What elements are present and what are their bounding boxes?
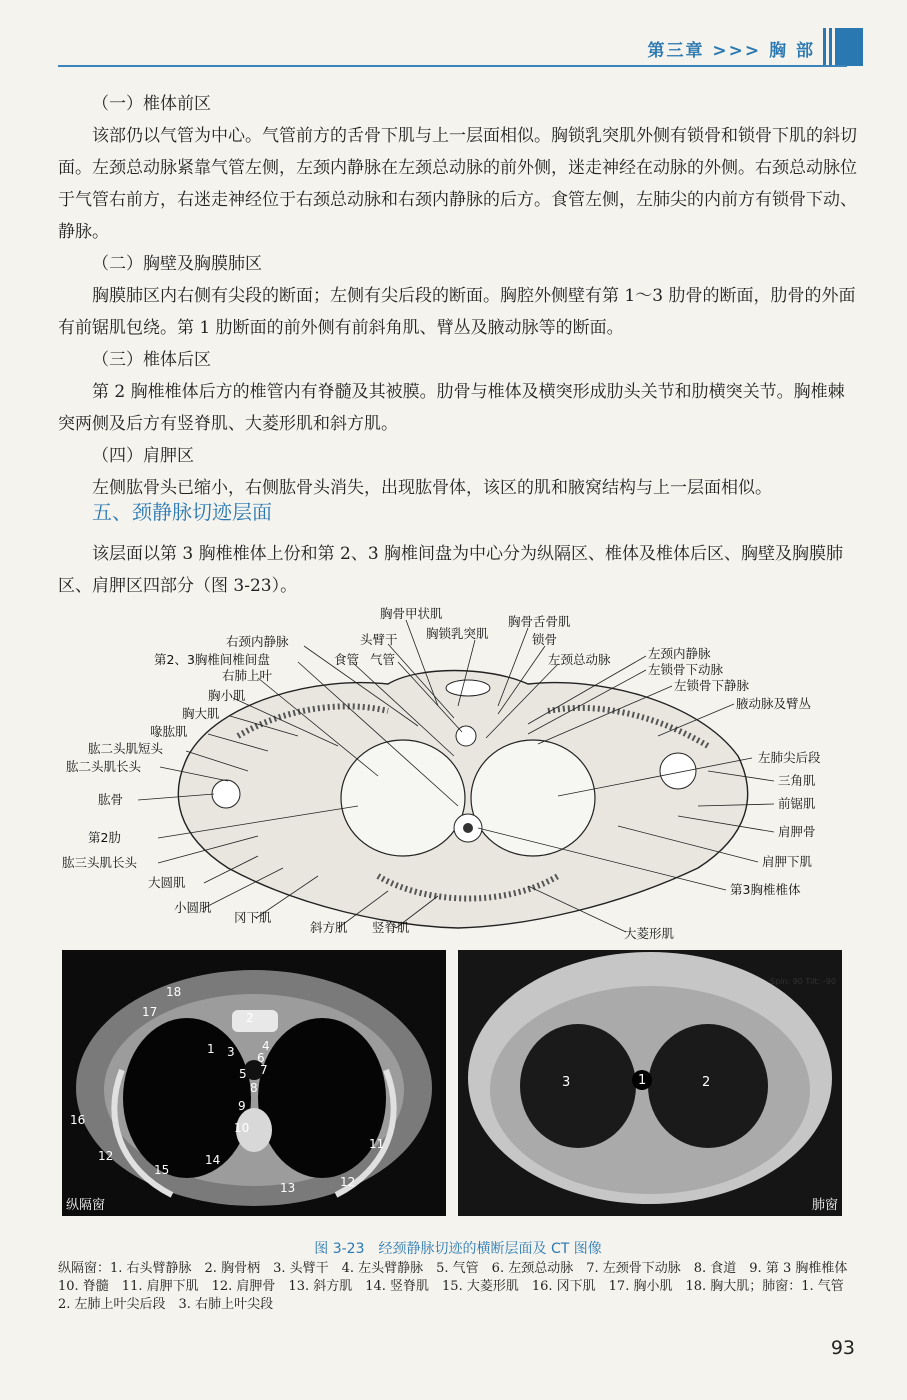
figure-caption-legend: 纵隔窗：1. 右头臂静脉 2. 胸骨柄 3. 头臂干 4. 左头臂静脉 5. 气管 6. 左颈总动脉 7. 左颈骨下动脉 8. 食道 9. 第 3 胸椎椎体 10. 脊髓 11. 肩胛下肌 12. 肩胛骨 13. 斜方肌 14. 竖脊肌 15. 大菱形肌 16. 冈下肌 17. 胸小肌 18. 胸大肌；肺窗：1. 气管 2. 左肺上叶尖后段 3. 右肺上叶尖段 [58, 1261, 861, 1312]
page-number: 93 [830, 1337, 855, 1359]
label-subscapularis: 肩胛下肌 [762, 854, 813, 869]
label-right-upper-lobe: 右肺上叶 [222, 668, 273, 683]
ct-left-num-8: 8 [250, 1081, 258, 1095]
paragraph-3: 第 2 胸椎椎体后方的椎管内有脊髓及其被膜。肋骨与椎体及横突形成肋头关节和肋横突关节。胸椎棘突两侧及后方有竖脊肌、大菱形肌和斜方肌。 [58, 382, 845, 434]
label-teres-major: 大圆肌 [148, 875, 186, 890]
body-text-top [58, 88, 858, 504]
label-left-common-carotid: 左颈总动脉 [548, 652, 611, 667]
ct-left-num-12b: 12 [340, 1175, 356, 1189]
major-heading-5: 五、颈静脉切迹层面 [92, 500, 272, 524]
section-heading-3: （三）椎体后区 [92, 350, 211, 370]
label-deltoid: 三角肌 [778, 773, 816, 788]
label-biceps-short-head: 肱二头肌短头 [88, 741, 164, 756]
ct-left-num-7: 7 [260, 1063, 268, 1077]
label-biceps-long-head: 肱二头肌长头 [66, 759, 142, 774]
label-left-internal-jugular: 左颈内静脉 [648, 646, 711, 661]
ct-left-num-9: 9 [238, 1099, 246, 1113]
label-sternohyoid: 胸骨舌骨肌 [508, 614, 571, 629]
label-rhomboid-major: 大菱形肌 [624, 926, 675, 941]
body-text-section5 [58, 496, 858, 602]
section-heading-1: （一）椎体前区 [92, 94, 211, 114]
ct-left-num-4: 4 [262, 1039, 270, 1053]
label-infraspinatus: 冈下肌 [234, 910, 272, 925]
anatomy-cross-section-figure [58, 606, 858, 946]
header-bars-decoration [823, 28, 863, 66]
label-right-internal-jugular: 右颈内静脉 [226, 634, 289, 649]
label-clavicle: 锁骨 [532, 632, 558, 647]
label-humerus: 肱骨 [98, 792, 124, 807]
ct-left-num-11: 11 [369, 1137, 385, 1151]
label-intervertebral-disc: 第2、3胸椎间椎间盘 [154, 652, 270, 667]
label-sternothyroid: 胸骨甲状肌 [380, 606, 443, 621]
label-pectoralis-minor: 胸小肌 [208, 688, 246, 703]
ct-lung-window [458, 950, 842, 1216]
label-trapezius: 斜方肌 [310, 920, 348, 935]
label-serratus-anterior: 前锯肌 [778, 796, 816, 811]
header-rule [58, 65, 847, 67]
ct-right-window-label: 肺窗 [811, 1198, 838, 1213]
ct-left-num-12a: 12 [98, 1149, 114, 1163]
paragraph-1: 该部仍以气管为中心。气管前方的舌骨下肌与上一层面相似。胸锁乳突肌外侧有锁骨和锁骨下肌的斜切面。左颈总动脉紧靠气管左侧，左颈内静脉在左颈总动脉的前外侧，迷走神经在动脉的外侧。右颈总动脉位于气管右前方，右迷走神经位于右颈总动脉和右颈内静脉的后方。食管左侧，左肺尖的内前方有锁骨下动、静脉。 [58, 126, 857, 242]
label-coracobrachialis: 喙肱肌 [150, 724, 188, 739]
ct-left-num-13: 13 [280, 1181, 296, 1195]
ct-left-num-2: 2 [246, 1011, 254, 1025]
ct-right-num-1: 1 [638, 1073, 647, 1088]
ct-left-num-18: 18 [166, 985, 182, 999]
label-triceps-long-head: 肱三头肌长头 [62, 855, 138, 870]
ct-left-num-3: 3 [227, 1045, 235, 1059]
ct-left-num-17: 17 [142, 1005, 158, 1019]
label-t3-vertebra: 第3胸椎椎体 [730, 882, 801, 897]
label-teres-minor: 小圆肌 [174, 900, 212, 915]
label-left-subclavian-vein: 左锁骨下静脉 [674, 678, 750, 693]
ct-left-num-5: 5 [239, 1067, 247, 1081]
ct-left-num-15: 15 [154, 1163, 170, 1177]
paragraph-5: 该层面以第 3 胸椎椎体上份和第 2、3 胸椎间盘为中心分为纵隔区、椎体及椎体后区、胸壁及胸膜肺区、肩胛区四部分（图 3-23）。 [58, 544, 844, 596]
label-sternocleidomastoid: 胸锁乳突肌 [426, 626, 489, 641]
ct-left-num-14: 14 [205, 1153, 221, 1167]
label-brachiocephalic-trunk: 头臂干 [360, 632, 398, 647]
label-pectoralis-major: 胸大肌 [182, 706, 220, 721]
figure-caption-title: 图 3-23 经颈静脉切迹的横断层面及 CT 图像 [314, 1241, 602, 1257]
label-trachea: 气管 [370, 652, 396, 667]
label-left-apicoposterior: 左肺尖后段 [758, 750, 821, 765]
chapter-title: 第三章 >>> 胸 部 [647, 41, 815, 61]
section-heading-4: （四）肩胛区 [92, 446, 194, 466]
paragraph-4: 左侧肱骨头已缩小，右侧肱骨头消失，出现肱骨体，该区的肌和腋窝结构与上一层面相似。 [92, 478, 772, 498]
label-esophagus: 食管 [334, 652, 360, 667]
ct-left-num-10: 10 [234, 1121, 250, 1135]
ct-mediastinal-window [62, 950, 446, 1216]
section-heading-2: （二）胸壁及胸膜肺区 [92, 254, 262, 274]
ct-left-num-6: 6 [257, 1051, 265, 1065]
label-axillary-artery-plexus: 腋动脉及臂丛 [736, 696, 812, 711]
ct-right-corner-info: Spin: 90 Tilt: -90 [770, 977, 836, 986]
ct-left-num-16: 16 [70, 1113, 86, 1127]
label-erector-spinae: 竖脊肌 [372, 920, 410, 935]
ct-right-num-3: 3 [562, 1075, 571, 1090]
ct-left-num-1: 1 [207, 1042, 215, 1056]
label-2nd-rib: 第2肋 [88, 830, 121, 845]
figure-caption [58, 1238, 861, 1314]
label-scapula: 肩胛骨 [778, 824, 816, 839]
paragraph-2: 胸膜肺区内右侧有尖段的断面；左侧有尖后段的断面。胸腔外侧壁有第 1～3 肋骨的断面，肋骨的外面有前锯肌包绕。第 1 肋断面的前外侧有前斜角肌、臂丛及腋动脉等的断面。 [58, 286, 856, 338]
label-left-subclavian-artery: 左锁骨下动脉 [648, 662, 724, 677]
running-header [0, 0, 907, 70]
ct-left-window-label: 纵隔窗 [66, 1198, 106, 1213]
ct-right-num-2: 2 [702, 1075, 711, 1090]
